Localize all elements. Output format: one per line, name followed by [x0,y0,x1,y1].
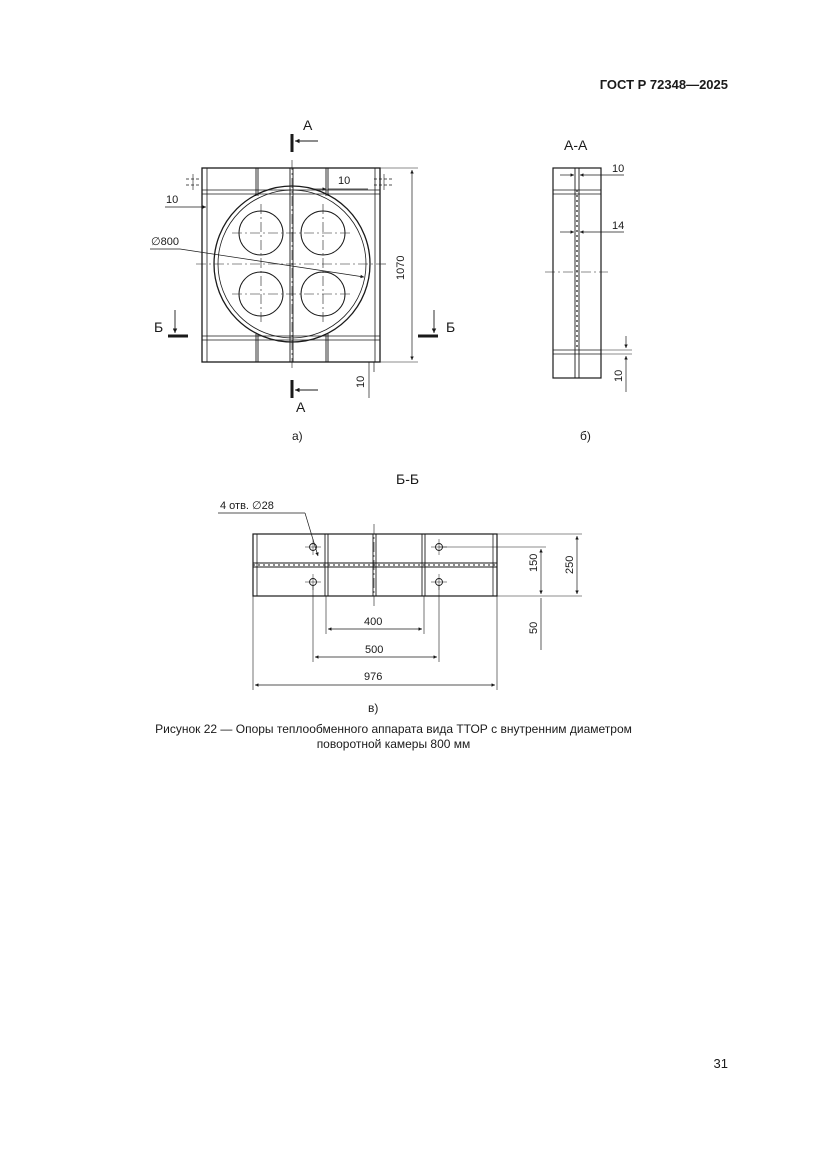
dim-bottom: 10 [355,375,367,388]
view-a-labels [151,117,455,443]
dim-c-500: 500 [365,644,384,656]
sublabel-b: б) [580,429,591,443]
view-c-labels [220,471,576,715]
dim-height: 1070 [395,255,407,280]
standard-code: ГОСТ Р 72348—2025 [599,77,728,92]
dim-c-976: 976 [364,671,383,683]
section-mark-a-top: А [303,117,313,133]
section-title-a-a: А-А [564,137,588,153]
caption-line-1: Рисунок 22 — Опоры теплообменного аппарата вида ТТОР с внутренним диаметром [155,722,632,736]
dim-diameter: ∅800 [151,236,179,248]
sublabel-c: в) [368,701,379,715]
holes-note: 4 отв. ∅28 [220,500,274,512]
page-number: 31 [713,1056,728,1071]
dim-b-web: 14 [612,220,625,232]
dim-c-250: 250 [564,555,576,574]
dim-left: 10 [166,194,179,206]
section-title-b-b: Б-Б [396,471,420,487]
sublabel-a: а) [292,429,303,443]
view-b [545,168,632,392]
dim-c-400: 400 [364,616,383,628]
dim-c-150: 150 [528,553,540,572]
section-mark-b-left: Б [154,319,164,335]
section-mark-a-bottom: А [296,399,306,415]
dim-b-bottom: 10 [613,369,625,382]
view-c [218,513,582,690]
figure-caption [100,722,687,752]
dim-top-right: 10 [338,175,351,187]
dim-c-50: 50 [528,621,540,634]
dim-b-top: 10 [612,163,625,175]
section-mark-b-right: Б [446,319,456,335]
view-b-labels [564,137,625,443]
caption-line-2: поворотной камеры 800 мм [316,737,471,751]
